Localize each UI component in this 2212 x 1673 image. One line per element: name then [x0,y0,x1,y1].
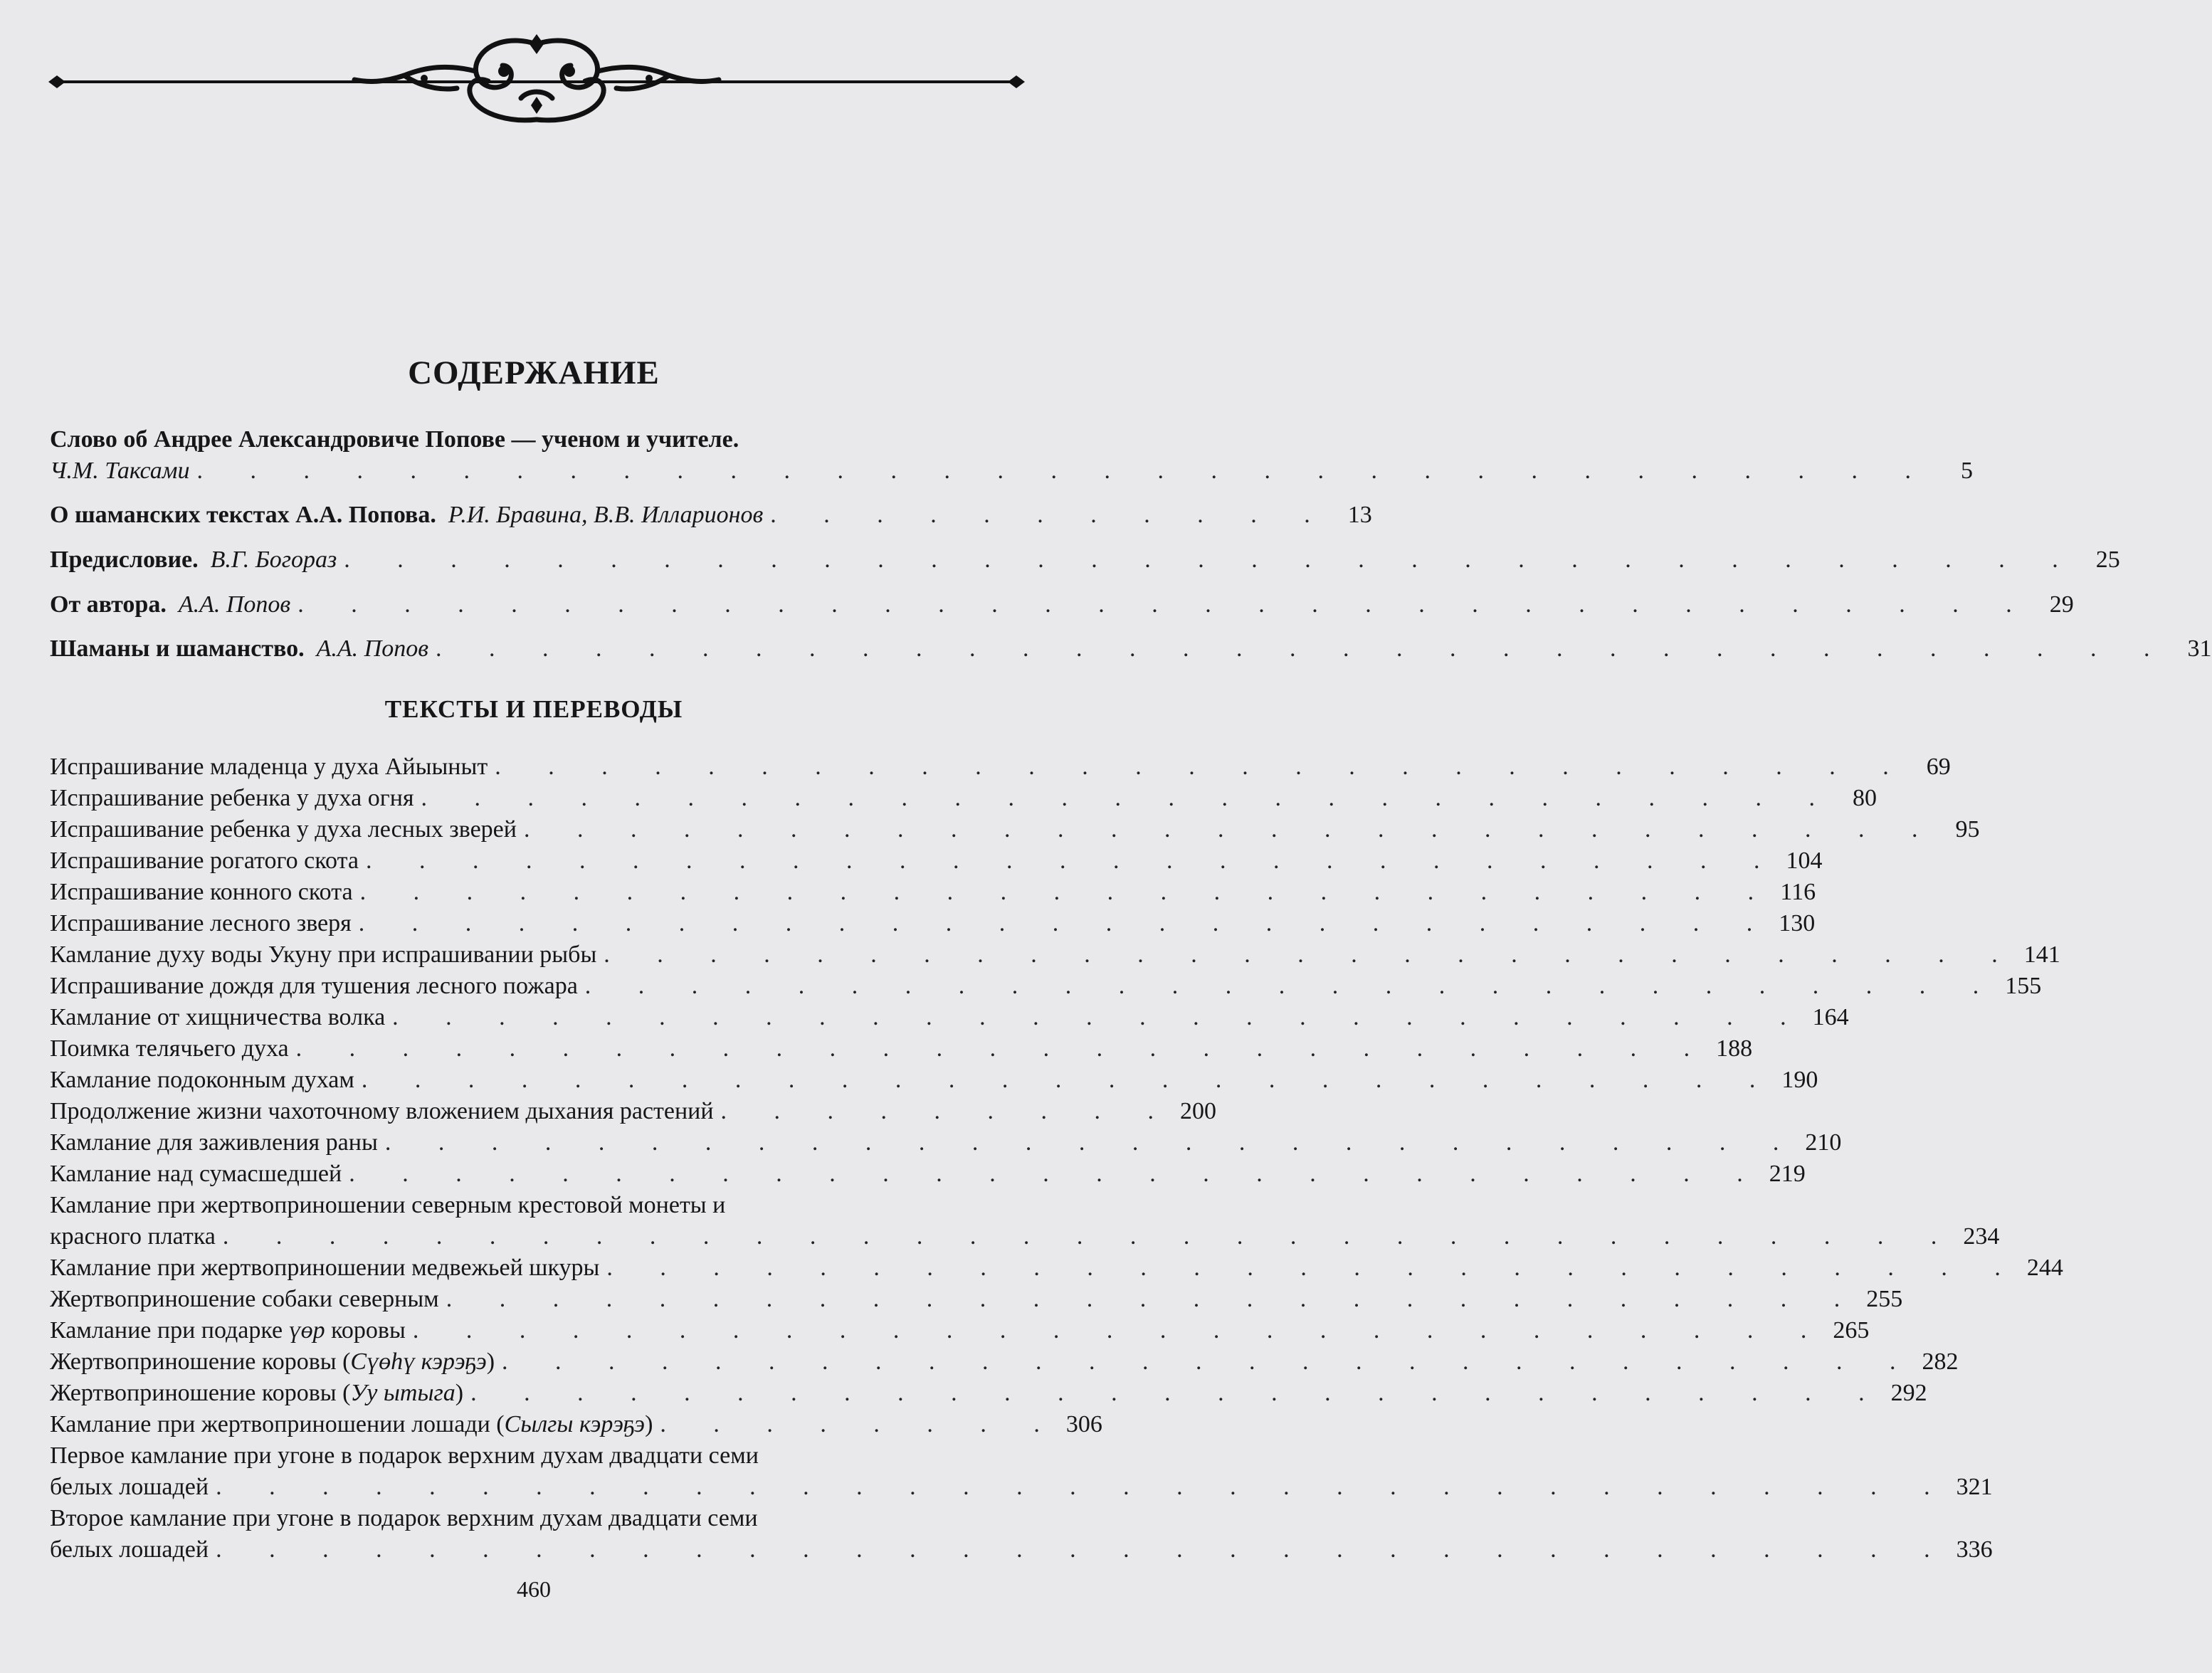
toc-entry [50,1409,1102,1440]
toc-entry [50,845,1823,877]
toc-entry [50,783,1877,814]
toc-entry [50,500,1372,531]
toc-page-number: 219 [1769,1161,1806,1187]
toc-entry-line [50,1503,1026,1534]
toc-entry-title: Жертвоприношение коровы ( [50,1380,351,1406]
toc-page-number: 25 [2095,547,2120,573]
toc-entry-term: үөр [288,1317,325,1344]
toc-page-number: 95 [1955,816,1980,843]
toc-page-number: 31 [2187,635,2212,662]
toc-entry-title-end: коровы [325,1317,406,1344]
toc-entry [50,1002,1849,1033]
toc-entry [50,1346,1959,1378]
toc-page-number: 244 [2026,1255,2063,1281]
leader-dots: . . . . . . . . . . . . . . . . . . . . . . . . . . . [604,941,2018,968]
toc-entry [50,751,1951,783]
toc-entry-author: Ч.М. Таксами [50,458,190,484]
toc-page-number: 116 [1780,879,1816,905]
leader-dots: . . . . . . . . . . . . . . . . . . . . . . . . . . . [361,1067,1776,1093]
toc-entry [50,1534,1993,1566]
toc-page-number: 13 [1347,502,1372,528]
toc-entry [50,971,2042,1002]
toc-entry-title: Жертвоприношение собаки северным [50,1286,439,1312]
toc-entry-title: От автора. [50,591,167,618]
toc-entry [50,1159,1806,1190]
toc-entry-title: Жертвоприношение коровы ( [50,1349,351,1375]
toc-entry-term: Уу ытыга [350,1380,455,1406]
toc-entry [50,1096,1217,1127]
toc-page-number: 234 [1963,1223,2000,1250]
toc-entry-author: А.А. Попов [316,635,428,662]
toc-entry-title: Камлание подоконным духам [50,1067,354,1093]
toc-entry-term: Сүөһү кэрэҕэ [350,1349,487,1375]
toc-entry-title-continued: красного платка [50,1223,216,1250]
toc-entry-line [50,1440,1026,1472]
toc-entry-title: Первое камлание при угоне в подарок верхним духам двадцати семи [50,1442,759,1469]
toc-entry-title: Камлание при жертвоприношении северным крестовой монеты и [50,1192,726,1218]
toc-entry-title: Камлание при подарке [50,1317,289,1344]
leader-dots: . . . . . . . . . . . . . . . . . . . . . . . . . . . [412,1317,1828,1344]
toc-page-number: 306 [1065,1411,1102,1437]
toc-entry-title-end: ) [486,1349,495,1375]
toc-page-number: 104 [1786,848,1823,874]
toc-entry-line [50,1190,1026,1221]
toc-entry [50,455,1973,487]
toc-entry [50,1127,1842,1159]
toc-page-number: 29 [2049,591,2074,618]
toc-page-number: 282 [1922,1349,1959,1375]
toc-page-number: 155 [2005,973,2042,999]
toc-entry-title: Камлание для заживления раны [50,1129,378,1156]
leader-dots: . . . . . . . . . . . . . . . . . . . . . . . . . . . [584,973,2000,999]
toc-entry-title: Камлание духу воды Укуну при испрашивании рыбы [50,941,597,968]
leader-dots: . . . . . . . . . . . [770,502,1331,528]
toc-entry [50,908,1816,939]
leader-dots: . . . . . . . . . . . . . . . . . . . . . . . . . . . [384,1129,1800,1156]
leader-dots: . . . . . . . . . . . . . . . . . . . . . . . . . . . . . . . . . [344,547,2079,573]
leader-dots: . . . . . . . . . . . . . . . . . . . . . . . . . . . . . . . . . [222,1223,1958,1250]
toc-entry-title: Испрашивание младенца у духа Айыыныт [50,754,488,780]
toc-entry-title: Продолжение жизни чахоточному вложением дыхания растений [50,1098,714,1124]
toc-page-number: 188 [1716,1035,1753,1062]
toc-entry-title: Камлание от хищничества волка [50,1004,386,1030]
leader-dots: . . . . . . . . . [720,1098,1175,1124]
leader-dots: . . . . . . . . . . . . . . . . . . . . . . . . . . . [295,1035,1711,1062]
leader-dots: . . . . . . . . . . . . . . . . . . . . . . . . . . . . . . . . . [297,591,2033,618]
toc-entry-title-end: ) [455,1380,464,1406]
toc-entry-title: Второе камлание при угоне в подарок верхним духам двадцати семи [50,1505,758,1531]
page-title: СОДЕРЖАНИЕ [408,354,660,391]
toc-page-number: 200 [1180,1098,1217,1124]
toc-entry [50,1065,1818,1096]
toc-entry-author: Р.И. Бравина, В.В. Илларионов [448,502,764,528]
toc-page-number: 130 [1779,910,1816,936]
toc-entry [50,589,2074,621]
leader-dots: . . . . . . . . . . . . . . . . . . . . . . . . . . . [446,1286,1861,1312]
toc-entry [50,877,1816,908]
toc-entry-title: Камлание над сумасшедшей [50,1161,342,1187]
toc-entry-title: Предисловие. [50,547,199,573]
leader-dots: . . . . . . . . . . . . . . . . . . . . . . . . . . . . . . . . . [196,458,1932,484]
leader-dots: . . . . . . . . . . . . . . . . . . . . . . . . . . . . . . . . . [436,635,2171,662]
leader-dots: . . . . . . . . . . . . . . . . . . . . . . . . . . . . . . . . . [216,1474,1951,1500]
toc-entry [50,1284,1903,1315]
toc-entry-author: В.Г. Богораз [210,547,337,573]
leader-dots: . . . . . . . . [660,1411,1060,1437]
toc-page-number: 141 [2023,941,2060,968]
leader-dots: . . . . . . . . . . . . . . . . . . . . . . . . . . . [365,848,1781,874]
toc-entry [50,1252,2063,1284]
toc-page-number: 80 [1853,785,1877,811]
leader-dots: . . . . . . . . . . . . . . . . . . . . . . . . . . . [495,754,1910,780]
toc-entry-title: Поимка телячьего духа [50,1035,289,1062]
toc-entry-title: Шаманы и шаманство. [50,635,305,662]
toc-entry [50,1472,1993,1503]
toc-page-number: 292 [1890,1380,1927,1406]
toc-entry-title-continued: белых лошадей [50,1474,209,1500]
toc-entry-author: А.А. Попов [178,591,291,618]
toc-entry-title: Испрашивание дождя для тушения лесного пожара [50,973,578,999]
leader-dots: . . . . . . . . . . . . . . . . . . . . . . . . . . . [606,1255,2021,1281]
leader-dots: . . . . . . . . . . . . . . . . . . . . . . . . . . . [359,879,1775,905]
toc-entry [50,633,2212,665]
leader-dots: . . . . . . . . . . . . . . . . . . . . . . . . . . . . . . . . . [216,1536,1951,1563]
toc-entry [50,1378,1927,1409]
toc-entry-title: Испрашивание ребенка у духа огня [50,785,414,811]
page-number: 460 [517,1576,551,1602]
header-ornament [48,28,1025,121]
toc-page-number: 164 [1812,1004,1849,1030]
toc-page-number: 321 [1956,1474,1993,1500]
toc-entry-title: Слово об Андрее Александровиче Попове — ученом и учителе. [50,426,739,453]
toc-entry-title: Камлание при жертвоприношении медвежьей шкуры [50,1255,600,1281]
leader-dots: . . . . . . . . . . . . . . . . . . . . . . . . . . . [358,910,1774,936]
toc-page-number: 255 [1866,1286,1903,1312]
toc-entry-title: О шаманских текстах А.А. Попова. [50,502,436,528]
toc-entry-title: Испрашивание конного скота [50,879,353,905]
leader-dots: . . . . . . . . . . . . . . . . . . . . . . . . . . . [392,1004,1807,1030]
toc-entry [50,814,1980,845]
toc-entry [50,544,2120,576]
leader-dots: . . . . . . . . . . . . . . . . . . . . . . . . . . . [470,1380,1885,1406]
toc-entry-title-continued: белых лошадей [50,1536,209,1563]
toc-entry-title: Камлание при жертвоприношении лошади ( [50,1411,505,1437]
toc-page-number: 190 [1781,1067,1818,1093]
toc-page-number: 336 [1956,1536,1993,1563]
leader-dots: . . . . . . . . . . . . . . . . . . . . . . . . . . . [502,1349,1917,1375]
toc-entry-title-end: ) [645,1411,653,1437]
toc-entry-line [50,424,1026,455]
toc-entry-title: Испрашивание рогатого скота [50,848,359,874]
toc-entry-title: Испрашивание ребенка у духа лесных зверей [50,816,517,843]
toc-entry [50,1221,2000,1252]
section-title: ТЕКСТЫ И ПЕРЕВОДЫ [384,695,683,723]
leader-dots: . . . . . . . . . . . . . . . . . . . . . . . . . . . [421,785,1836,811]
toc-entry-title: Испрашивание лесного зверя [50,910,352,936]
toc-entry [50,1315,1870,1346]
leader-dots: . . . . . . . . . . . . . . . . . . . . . . . . . . . [349,1161,1764,1187]
toc-page-number: 210 [1805,1129,1842,1156]
leader-dots: . . . . . . . . . . . . . . . . . . . . . . . . . . . [523,816,1939,843]
toc-page-number: 5 [1960,458,1973,484]
toc-entry [50,1033,1753,1065]
toc-entry-term: Сылгы кэрэҕэ [504,1411,646,1437]
toc-page-number: 265 [1833,1317,1870,1344]
toc-entry [50,939,2060,971]
toc-page-number: 69 [1926,754,1951,780]
